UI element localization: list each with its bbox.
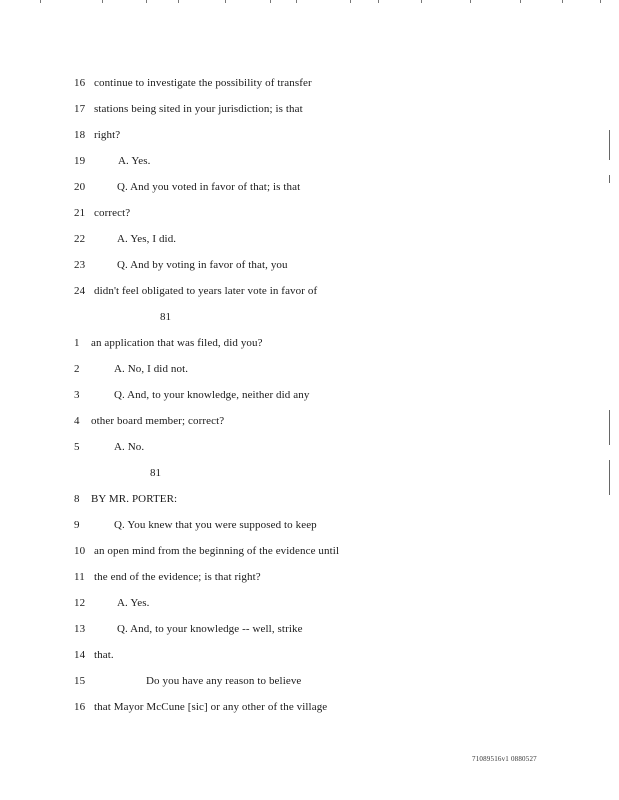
page-marker: 81 [150, 467, 161, 479]
document-id-footer: 71089516v1 0880527 [472, 755, 537, 763]
scan-top-edge [0, 0, 619, 4]
margin-mark [609, 410, 610, 445]
margin-mark [609, 460, 610, 495]
margin-mark [609, 175, 610, 183]
page-marker: 81 [160, 311, 171, 323]
margin-mark [609, 130, 610, 160]
